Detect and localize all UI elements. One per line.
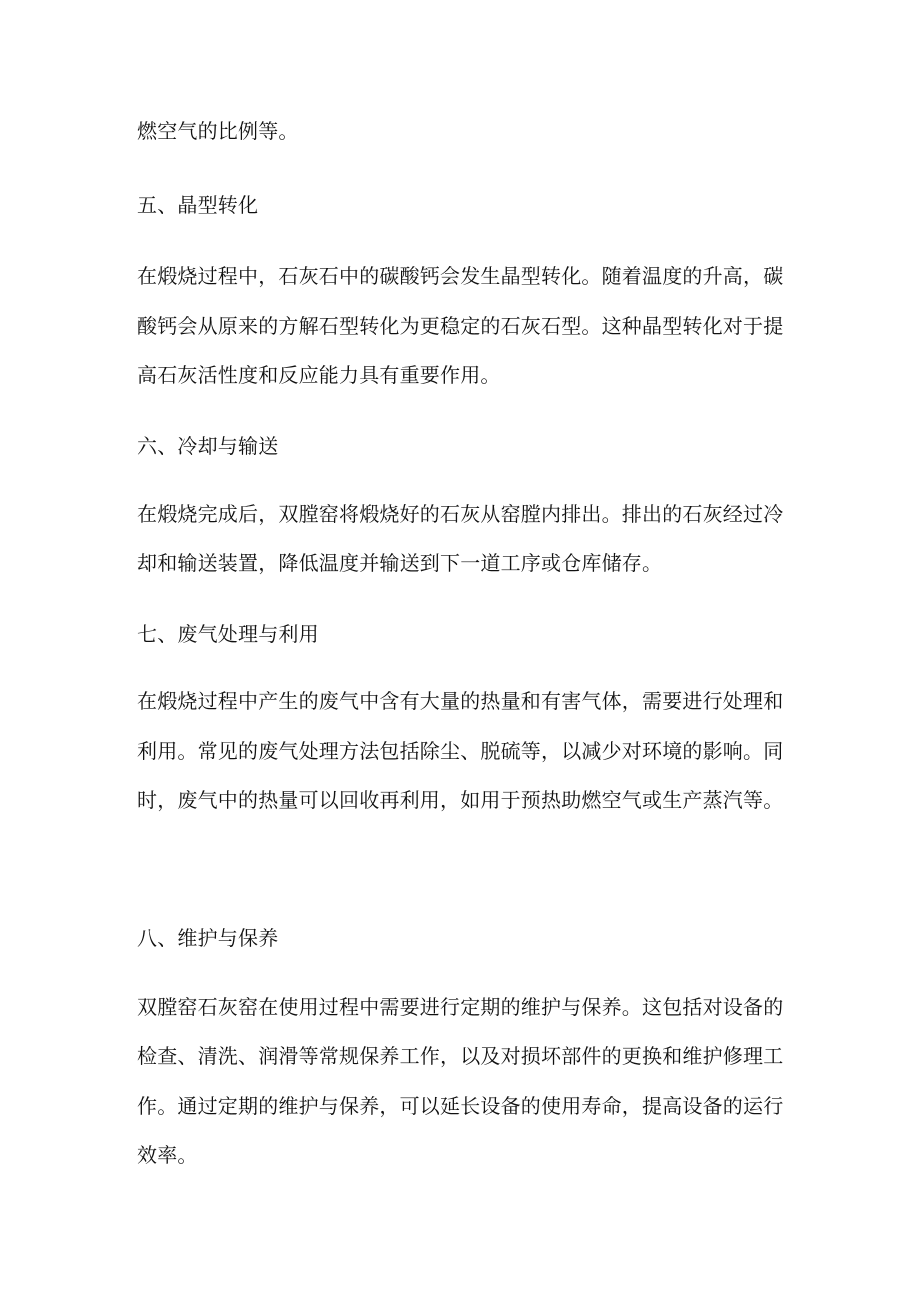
paragraph-line: 酸钙会从原来的方解石型转化为更稳定的石灰石型。这种晶型转化对于提 — [137, 314, 784, 338]
section-heading-6: 六、冷却与输送 — [137, 434, 279, 458]
paragraph-line: 燃空气的比例等。 — [137, 119, 299, 143]
paragraph-line: 在煅烧过程中，石灰石中的碳酸钙会发生晶型转化。随着温度的升高，碳 — [137, 264, 784, 288]
paragraph-line: 双膛窑石灰窑在使用过程中需要进行定期的维护与保养。这包括对设备的 — [137, 995, 784, 1019]
paragraph-line: 作。通过定期的维护与保养，可以延长设备的使用寿命，提高设备的运行 — [137, 1094, 784, 1118]
paragraph-line: 效率。 — [137, 1143, 198, 1167]
paragraph-line: 高石灰活性度和反应能力具有重要作用。 — [137, 363, 501, 387]
paragraph-line: 却和输送装置，降低温度并输送到下一道工序或仓库储存。 — [137, 551, 663, 575]
paragraph-line: 在煅烧过程中产生的废气中含有大量的热量和有害气体，需要进行处理和 — [137, 689, 784, 713]
section-heading-7: 七、废气处理与利用 — [137, 622, 319, 646]
paragraph-line: 检查、清洗、润滑等常规保养工作，以及对损坏部件的更换和维护修理工 — [137, 1044, 784, 1068]
section-heading-5: 五、晶型转化 — [137, 193, 259, 217]
paragraph-line: 时，废气中的热量可以回收再利用，如用于预热助燃空气或生产蒸汽等。 — [137, 788, 784, 812]
section-heading-8: 八、维护与保养 — [137, 926, 279, 950]
paragraph-line: 在煅烧完成后，双膛窑将煅烧好的石灰从窑膛内排出。排出的石灰经过冷 — [137, 502, 784, 526]
paragraph-line: 利用。常见的废气处理方法包括除尘、脱硫等，以减少对环境的影响。同 — [137, 739, 784, 763]
